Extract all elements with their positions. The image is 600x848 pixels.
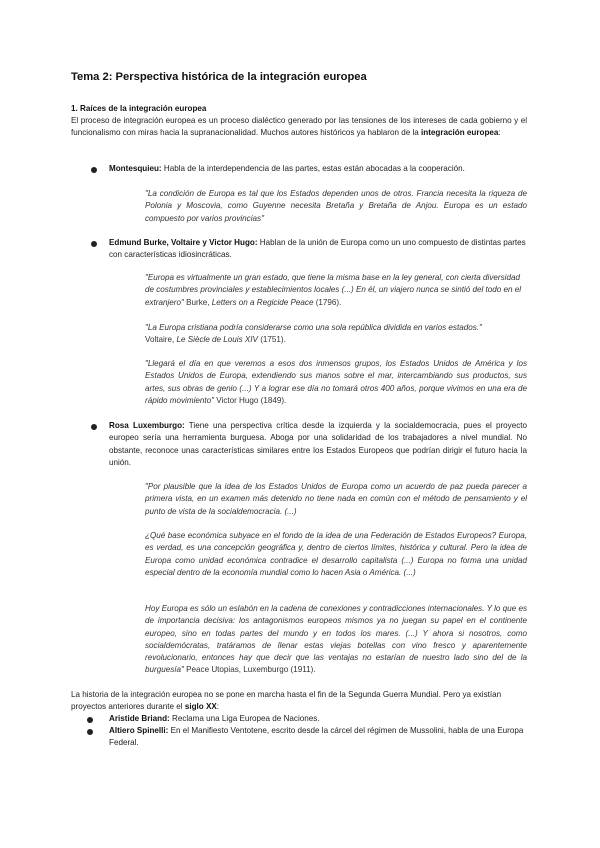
spinelli-item: Altiero Spinelli: En el Manifiesto Ventotene, escrito desde la cárcel del régimen de Mussolini, habla de una Europa Federal. (109, 726, 524, 748)
luxemburgo-quote-1: "Por plausible que la idea de los Estados Unidos de Europa como un acuerdo de paz pueda parecer a primera vista, en un examen más detenido no tiene nada en común con el método de pensamiento y el punto de vista de la socialdemocracia. (...) (145, 482, 527, 516)
intro-paragraph: El proceso de integración europea es un proceso dialéctico generado por las tensiones de los intereses de cada gobierno y el funcionalismo con miras hacia la supranacionalidad. Muchos autores históricos ya hablaron de la integración europea: (71, 116, 527, 138)
montesquieu-quote: "La condición de Europa es tal que los Estados dependen unos de otros. Francia necesita la riqueza de Polonia y Moscovia, como Guyenne necesita Bretaña y Bretaña de Anjou. Europa es un estado compuesto por varios provincias" (145, 189, 527, 223)
closing-paragraph: La historia de la integración europea no se pone en marcha hasta el fin de la Segunda Guerra Mundial. Pero ya existían proyectos anteriores durante el siglo XX: (71, 690, 502, 712)
briand-item: Aristide Briand: Reclama una Liga Europea de Naciones. (109, 714, 320, 723)
luxemburgo-quote-3: Hoy Europa es sólo un eslabón en la cadena de conexiones y contradicciones internacionales. Y lo que es de importancia decisiva: los antagonismos europeos mismos ya no juegan su papel en el continente europeo, sino en todas partes del mundo y en todos los mares. (...) Y ahora si nosotros, como socialdemócratas, tratáramos de llenar estas viejas botellas con vino fresco y aparentemente revolucionario, entonces hay que decir que las ventajas no estarían de nuestro lado sino del de la burguesía" Peace Utopias, Luxemburgo (1911). (145, 604, 527, 675)
burke-quote: "Europa es virtualmente un gran estado, que tiene la misma base en la ley general, con cierta diversidad de costumbres provinciales y establecimientos locales (...) En él, un viajero nunca se sintió del todo en el extranjero" Burke, Letters on a Regicide Peace (1796). (145, 273, 522, 307)
intro-bold: integración europea (421, 128, 499, 138)
hugo-quote: "Llegará el día en que veremos a esos dos inmensos grupos, los Estados Unidos de América y los Estados Unidos de Europa, extendiendo sus manos sobre el mar, intercambiando sus productos, sus artes, sus obras de genio (...) Y a lograr ese día no tomará otros 400 años, porque vivimos en una era de rápido movimiento" Victor Hugo (1849). (145, 359, 527, 405)
luxemburgo-item: Rosa Luxemburgo: Tiene una perspectiva crítica desde la izquierda y la socialdemocracia, pues el proyecto europeo sería una herramienta burguesa. Aboga por una solidaridad de los trabajadores a nivel mundial. No obstante, reconoce unas características similares entre los Estados Europeos que podrían dirigir el futuro hacia la unión. (109, 421, 527, 467)
section-heading: 1. Raíces de la integración europea (71, 104, 207, 113)
luxemburgo-quote-2: ¿Qué base económica subyace en el fondo de la idea de una Federación de Estados Europeos? Europa, es verdad, es una concepción geográfica y, dentro de ciertos límites, histórica y cultural. Pero la idea de Europa como unidad económica contradice el desarrollo capitalista (...) Europa no forma una unidad especial dentro de la economía mundial como lo hacen Asia o América. (...) (145, 531, 527, 577)
page-title: Tema 2: Perspectiva histórica de la integración europea (71, 71, 367, 83)
voltaire-quote: "La Europa cristiana podría considerarse como una sola república dividida en varios estados." Voltaire, Le Siècle de Louis XIV (1751). (145, 323, 482, 345)
bullet-icon (91, 241, 97, 247)
burke-item: Edmund Burke, Voltaire y Victor Hugo: Hablan de la unión de Europa como un uno compuesto de distintas partes con características idiosincráticas. (109, 238, 526, 260)
bullet-icon (87, 729, 93, 735)
bullet-icon (91, 424, 97, 430)
bullet-icon (87, 717, 93, 723)
montesquieu-item: Montesquieu: Habla de la interdependencia de las partes, estas están abocadas a la cooperación. (109, 164, 465, 173)
bullet-icon (91, 167, 97, 173)
